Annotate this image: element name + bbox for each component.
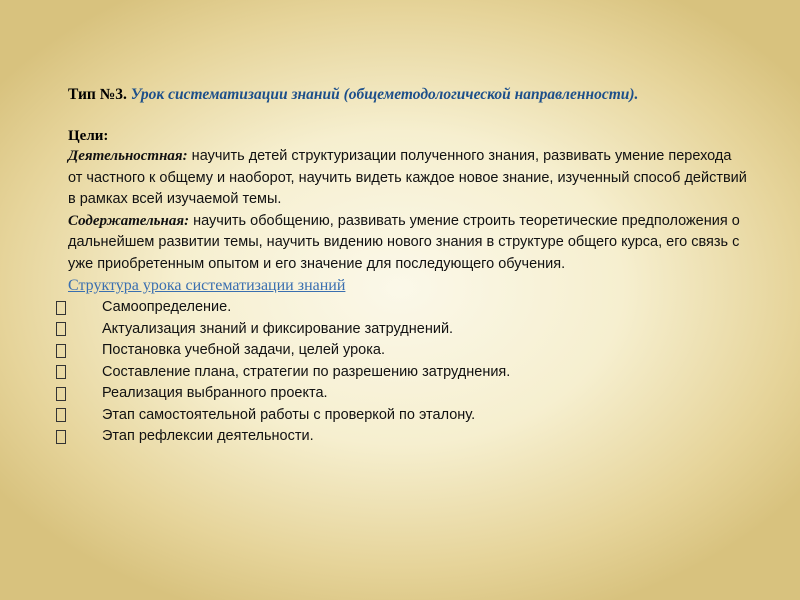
- slide-title: [68, 84, 748, 106]
- step-text: Постановка учебной задачи, целей урока.: [102, 342, 385, 358]
- list-item: [56, 405, 748, 427]
- goal-activity: [68, 146, 748, 211]
- slide-content: [68, 84, 748, 448]
- list-item: [56, 319, 748, 341]
- step-text: Самоопределение.: [102, 299, 232, 315]
- empty-square-icon: [56, 301, 66, 315]
- step-text: Актуализация знаний и фиксирование затруднений.: [102, 320, 454, 337]
- list-item: [56, 426, 748, 448]
- goal-content: [68, 211, 748, 276]
- goals-heading: Цели:: [68, 128, 109, 144]
- structure-link[interactable]: Структура урока систематизации знаний: [68, 277, 346, 294]
- list-item: [56, 362, 748, 384]
- empty-square-icon: [56, 365, 66, 379]
- empty-square-icon: [56, 408, 66, 422]
- empty-square-icon: [56, 430, 66, 444]
- list-item: [56, 340, 748, 362]
- step-text: Этап самостоятельной работы с проверкой по эталону.: [102, 406, 476, 423]
- empty-square-icon: [56, 322, 66, 336]
- list-item: [56, 297, 748, 319]
- goal-activity-label: Деятельностная:: [68, 148, 188, 164]
- step-text: Составление плана, стратегии по разрешению затруднения.: [102, 363, 511, 380]
- goal-content-label: Содержательная:: [68, 212, 190, 229]
- empty-square-icon: [56, 387, 66, 401]
- step-text: Этап рефлексии деятельности.: [102, 428, 314, 444]
- lesson-type-name: Урок систематизации знаний (общеметодологической направленности).: [130, 86, 639, 103]
- empty-square-icon: [56, 344, 66, 358]
- lesson-type-label: Тип №3.: [68, 86, 127, 103]
- list-item: [56, 383, 748, 405]
- goal-content-text: научить обобщению, развивать умение строить теоретические предположения о дальнейшем развитии темы, научить видению нового знания в структуре общего курса, его связь с уже приобретенным опытом и его значение для последующего обучения.: [68, 212, 740, 272]
- lesson-steps-list: [56, 297, 748, 448]
- step-text: Реализация выбранного проекта.: [102, 385, 328, 401]
- goal-activity-text: научить детей структуризации полученного знания, развивать умение перехода от частного к общему и наоборот, научить видеть каждое новое знание, изученный способ действий в рамках всей изучаемой темы.: [68, 148, 747, 207]
